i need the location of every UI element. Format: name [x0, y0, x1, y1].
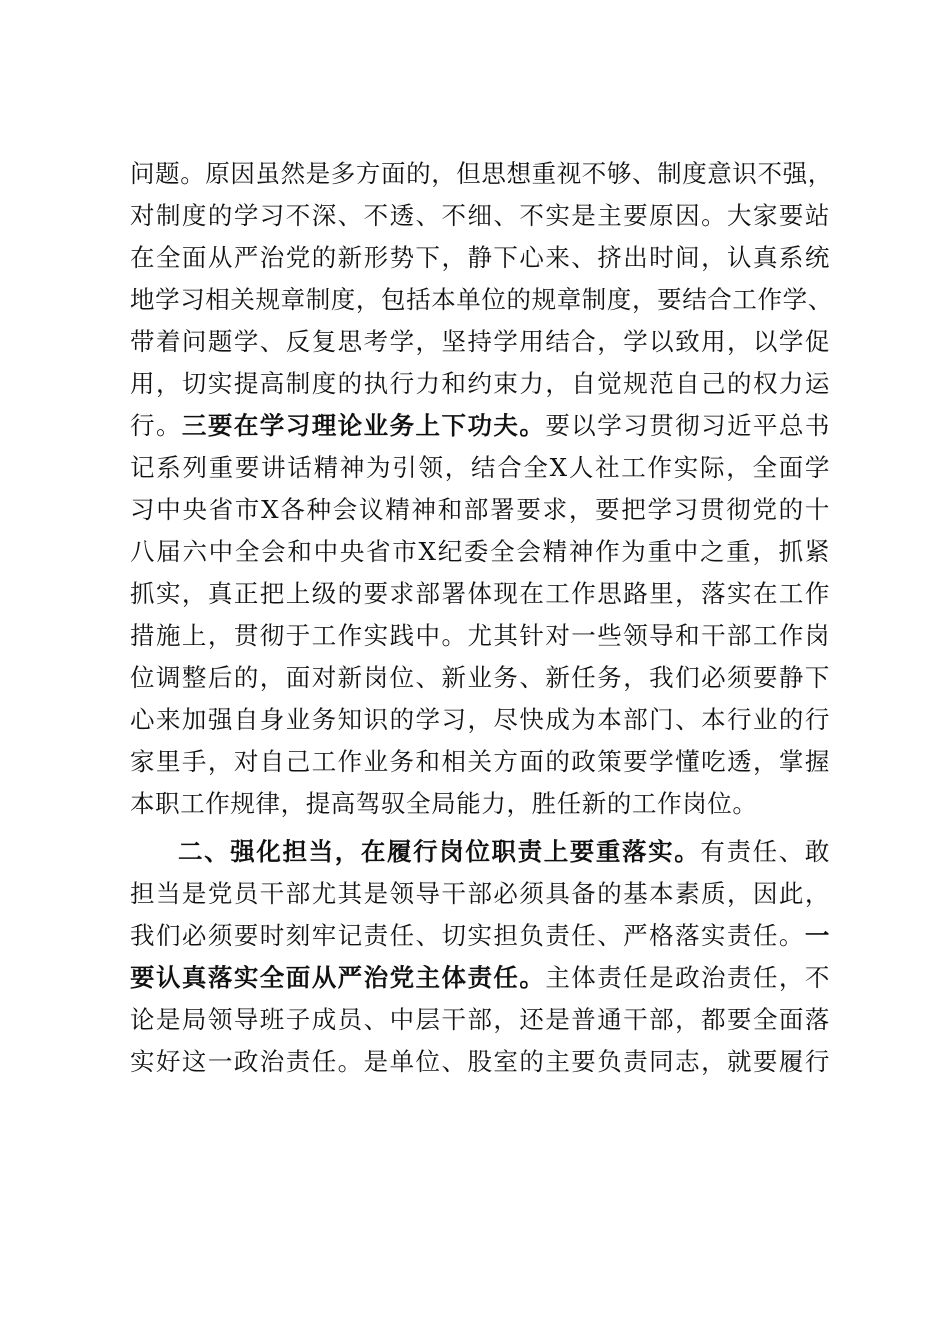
text-segment: 要以学习贯彻习近平总书 — [545, 411, 830, 440]
text-segment: 在全面从严治党的新形势下，静下心来、挤出时间，认真系统 — [130, 243, 830, 272]
emphasis-heading: 一 — [804, 921, 830, 950]
text-segment: 我们必须要时刻牢记责任、切实担负责任、严格落实责任。 — [130, 921, 805, 950]
text-segment: 论是局领导班子成员、中层干部，还是普通干部，都要全面落 — [130, 1005, 830, 1034]
text-line — [130, 741, 830, 783]
text-line — [130, 447, 830, 489]
text-line — [130, 657, 830, 699]
text-segment: 记系列重要讲话精神为引领，结合全X人社工作实际，全面学 — [130, 453, 830, 482]
text-segment: 八届六中全会和中央省市X纪委全会精神作为重中之重，抓紧 — [130, 537, 830, 566]
text-line — [130, 1041, 830, 1083]
text-line — [130, 873, 830, 915]
emphasis-heading: 要认真落实全面从严治党主体责任。 — [130, 963, 546, 992]
text-line — [130, 237, 830, 279]
text-line — [130, 699, 830, 741]
text-segment: 有责任、敢 — [700, 837, 831, 866]
text-line — [130, 531, 830, 573]
text-segment: 用，切实提高制度的执行力和约束力，自觉规范自己的权力运 — [130, 369, 830, 398]
text-segment: 地学习相关规章制度，包括本单位的规章制度，要结合工作学、 — [130, 285, 833, 314]
text-segment: 措施上，贯彻于工作实践中。尤其针对一些领导和干部工作岗 — [130, 621, 830, 650]
text-segment: 主体责任是政治责任，不 — [545, 963, 830, 992]
text-line — [130, 489, 830, 531]
text-segment: 习中央省市X各种会议精神和部署要求，要把学习贯彻党的十 — [130, 495, 830, 524]
text-line — [130, 957, 830, 999]
text-segment: 心来加强自身业务知识的学习，尽快成为本部门、本行业的行 — [130, 705, 830, 734]
text-line — [130, 363, 830, 405]
text-segment: 本职工作规律，提高驾驭全局能力，胜任新的工作岗位。 — [130, 789, 758, 818]
text-line — [130, 405, 830, 447]
text-segment: 对制度的学习不深、不透、不细、不实是主要原因。大家要站 — [130, 201, 830, 230]
text-segment: 抓实，真正把上级的要求部署体现在工作思路里，落实在工作 — [130, 579, 830, 608]
text-line — [130, 321, 830, 363]
text-line — [130, 783, 830, 825]
text-segment: 问题。原因虽然是多方面的，但思想重视不够、制度意识不强， — [130, 159, 833, 188]
text-line — [130, 573, 830, 615]
section-heading-line — [178, 831, 830, 873]
text-segment: 位调整后的，面对新岗位、新业务、新任务，我们必须要静下 — [130, 663, 830, 692]
text-segment: 实好这一政治责任。是单位、股室的主要负责同志，就要履行 — [130, 1047, 830, 1076]
text-line — [130, 153, 833, 195]
text-segment: 带着问题学、反复思考学，坚持学用结合，学以致用，以学促 — [130, 327, 830, 356]
text-segment: 家里手，对自己工作业务和相关方面的政策要学懂吃透，掌握 — [130, 747, 830, 776]
text-line — [130, 999, 830, 1041]
text-line — [130, 195, 830, 237]
text-line — [130, 279, 833, 321]
text-line — [130, 915, 830, 957]
text-segment: 担当是党员干部尤其是领导干部必须具备的基本素质，因此， — [130, 879, 830, 908]
section-heading: 二、强化担当，在履行岗位职责上要重落实。 — [178, 837, 701, 866]
text-segment: 行。 — [130, 411, 182, 440]
emphasis-heading: 三要在学习理论业务上下功夫。 — [181, 411, 546, 440]
text-line — [130, 615, 830, 657]
